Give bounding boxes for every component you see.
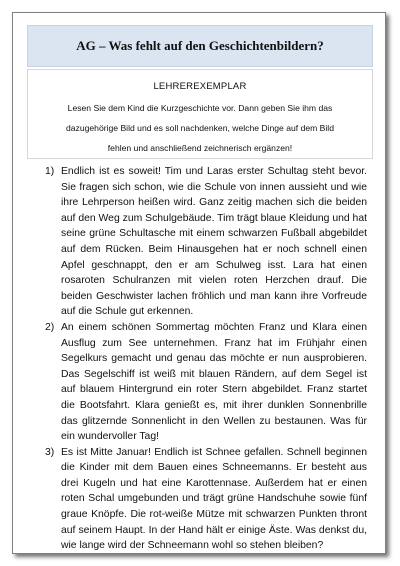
- teacher-copy-heading: LEHREREXEMPLAR: [153, 81, 247, 92]
- story-number: 1): [45, 166, 55, 177]
- instruction-line-2: dazugehörige Bild und es soll nachdenken, welche Dinge auf dem Bild: [65, 123, 334, 133]
- story-number: 2): [45, 321, 55, 333]
- story-list: [41, 164, 367, 554]
- story-item: [41, 164, 367, 320]
- story-text: Endlich ist es soweit! Tim und Laras erster Schultag steht bevor. Sie fragen sich schon, wie die Schule von innen aussieht und wie ihre Lehrperson heißen wird. Ganz zeitig machen sich die beiden auf den Weg zum Schulgebäude. Tim trägt blaue Kleidung und hat seine grüne Schultasche mit einem schwarzen Fußball abgebildet auf dem Rücken. Beim Hinausgehen hat er noch schnell einen Apfel geschnappt, den er am Schulweg isst. Lara hat einen rosaroten Schulranzen mit vielen roten Herzchen drauf. Die beiden Geschwister lachen fröhlich und man kann ihre Vorfreude auf die Schule gut erkennen.: [61, 166, 367, 318]
- story-item: [41, 445, 367, 554]
- worksheet-title: AG – Was fehlt auf den Geschichtenbildern?: [27, 25, 373, 67]
- story-text: Es ist Mitte Januar! Endlich ist Schnee gefallen. Schnell beginnen die Kinder mit dem Bauen eines Schneemanns. Er besteht aus drei Kugeln und hat eine Karottennase. Außerdem hat er einen roten Schal umgebunden und trägt grüne Handschuhe sowie fünf graue Knöpfe. Die rot-weiße Mütze mit schwarzen Punkten thront auf seinem Haupt. In der Hand hält er einige Äste. Was denkst du, wie lange wird der Schneemann wohl so stehen bleiben?: [61, 446, 367, 552]
- instruction-line-1: Lesen Sie dem Kind die Kurzgeschichte vor. Dann geben Sie ihm das: [67, 103, 333, 113]
- story-text: An einem schönen Sommertag möchten Franz und Klara einen Ausflug zum See unternehmen. Franz hat im Frühjahr einen Segelkurs gemacht und genau das möchte er nun ausprobieren. Das Segelschiff ist weiß mit blauen Rändern, auf dem Segel ist auf blauem Hintergrund ein roter Stern abgebildet. Franz startet die Bootsfahrt. Klara genießt es, mit ihrer dunklen Sonnenbrille das glitzernde Sonnenlicht in den Wellen zu bestaunen. Was für ein wundervoller Tag!: [61, 321, 367, 443]
- story-number: 3): [45, 446, 55, 458]
- instruction-line-3: fehlen und anschließend zeichnerisch ergänzen!: [107, 143, 293, 153]
- teacher-note-box: [27, 69, 373, 159]
- teacher-instructions: [34, 98, 366, 158]
- story-item: [41, 320, 367, 445]
- worksheet-page: [12, 12, 386, 554]
